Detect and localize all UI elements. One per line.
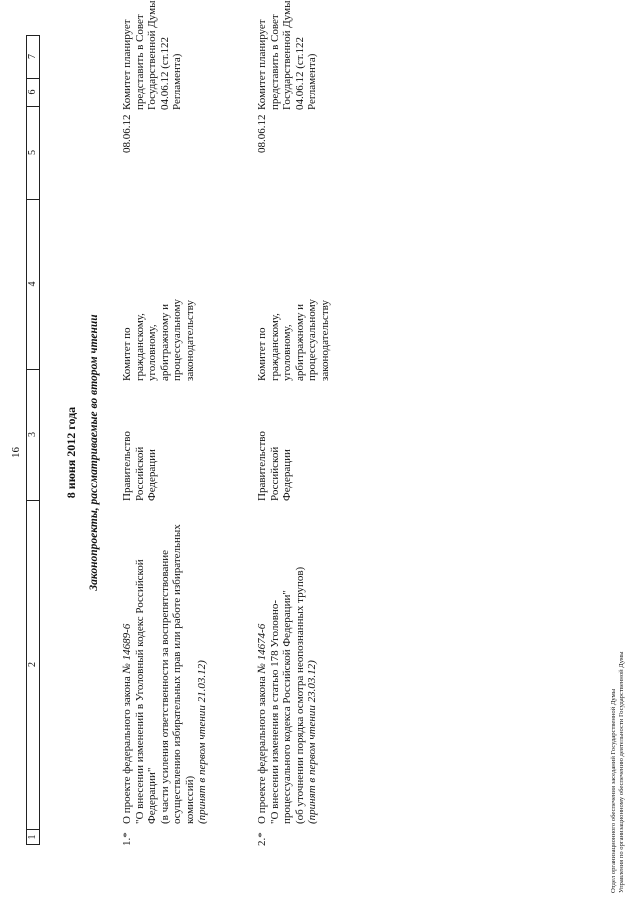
page-number: 16: [10, 447, 22, 458]
column-number-5: 5: [27, 106, 39, 200]
column-number-7: 7: [27, 35, 39, 79]
footer-line: Отдел организационного обеспечения заседаний Государственной Думы: [610, 688, 617, 893]
bill-title: [256, 524, 269, 824]
row-number: 1.*: [121, 832, 133, 846]
initiator: Правительство Российской Федерации: [256, 431, 293, 501]
bill-detail: (об уточнении порядка осмотра неопознанных трупов): [293, 566, 306, 824]
bill-name: "О внесении изменений в Уголовный кодекс Российской Федерации": [133, 559, 158, 824]
initiator: Правительство Российской Федерации: [121, 431, 158, 501]
date: 08.06.12: [121, 114, 133, 153]
bill-title: [121, 524, 134, 824]
committee: Комитет по гражданскому, уголовному, арбитражному и процессуальному законодательству: [256, 298, 331, 381]
section-title: Законопроекты, рассматриваемые во втором чтении: [88, 314, 100, 591]
column-number-3: 3: [27, 369, 39, 501]
bill-description: [121, 524, 209, 824]
footer: [610, 651, 626, 893]
bill-accepted: (принят в первом чтении 23.03.12): [306, 660, 318, 824]
column-number-1: 1: [27, 834, 38, 840]
footer-line: Управления по организационному обеспечению деятельности Государственной Думы: [618, 651, 625, 893]
bill-name: "О внесении изменения в статью 178 Уголовно-процессуального кодекса Российской Федерации": [268, 590, 293, 824]
column-number-4: 4: [27, 199, 39, 370]
bill-description: [256, 524, 319, 824]
bill-number: № 14674-6: [256, 623, 268, 674]
committee: Комитет по гражданскому, уголовному, арбитражному и процессуальному законодательству: [121, 298, 196, 381]
bill-number: № 14689-6: [121, 623, 133, 674]
bill-prefix: О проекте федерального закона: [121, 673, 133, 824]
bill-accepted: (принят в первом чтении 21.03.12): [196, 660, 208, 824]
column-number-header: [26, 35, 40, 845]
row-number: 2.*: [256, 832, 268, 846]
bill-detail: (в части усиления ответственности за воспрепятствование осуществлению избирательных прав или работе избирательных комиссий): [158, 524, 196, 824]
date: 08.06.12: [256, 114, 268, 153]
bill-prefix: О проекте федерального закона: [256, 673, 268, 824]
column-number-6: 6: [27, 78, 39, 107]
note: Комитет планирует представить в Совет Государственной Думы 04.06.12 (ст.122 Регламента): [256, 0, 318, 110]
date-title: 8 июня 2012 года: [64, 406, 78, 499]
column-number-2: 2: [27, 500, 39, 830]
note: Комитет планирует представить в Совет Государственной Думы 04.06.12 (ст.122 Регламента): [121, 0, 183, 110]
